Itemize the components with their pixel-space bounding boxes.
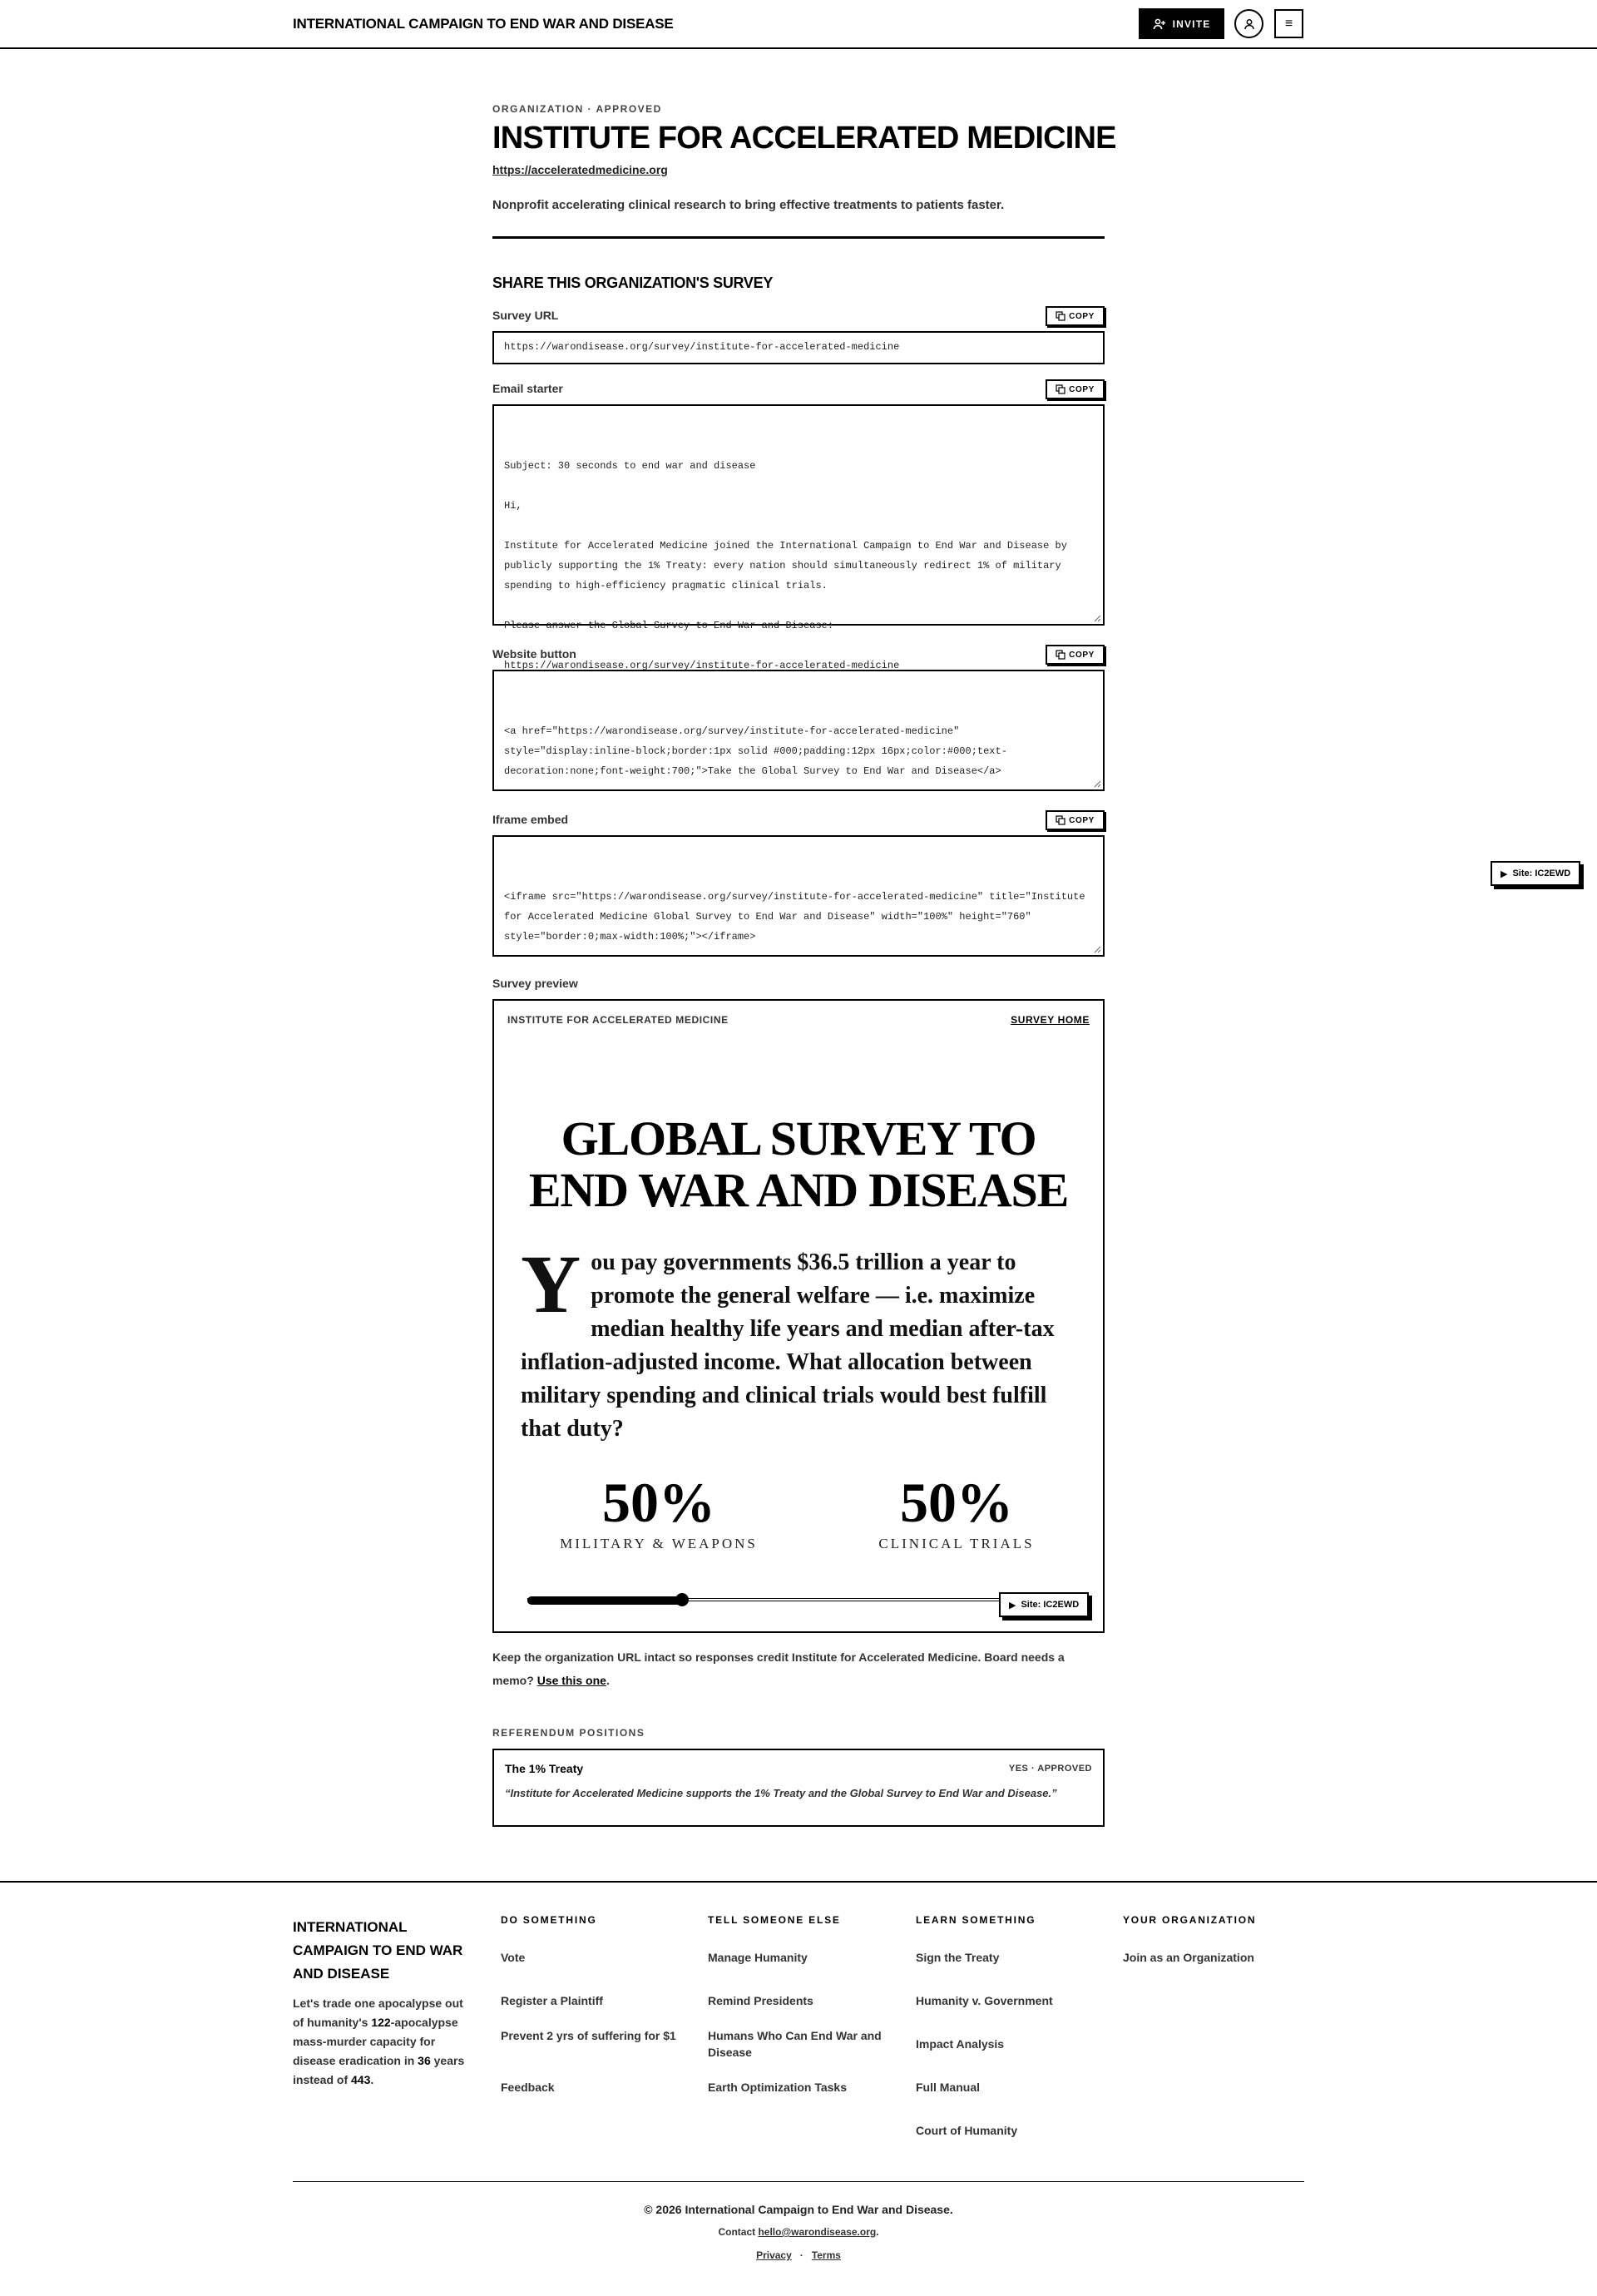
invite-label: INVITE (1172, 17, 1211, 30)
website-button-label: Website button (492, 647, 576, 661)
play-triangle-icon: ▶ (1009, 1600, 1016, 1611)
survey-title-line-2: END WAR AND DISEASE (528, 1163, 1069, 1217)
footer-heading-learn-something: LEARN SOMETHING (916, 1914, 1036, 1926)
org-status-eyebrow: ORGANIZATION · APPROVED (492, 103, 662, 115)
website-button-textarea[interactable] (492, 670, 1105, 791)
footer-link[interactable]: Vote (501, 1951, 526, 1964)
footer-link[interactable]: Manage Humanity (708, 1951, 808, 1964)
copy-label: COPY (1069, 384, 1095, 394)
footer-legal: Privacy · Terms (756, 2249, 841, 2261)
footer-link[interactable]: Register a Plaintiff (501, 1994, 603, 2007)
copy-icon (1056, 815, 1065, 825)
keep-note-end: . (606, 1674, 610, 1687)
survey-url-label: Survey URL (492, 309, 559, 322)
email-starter-label: Email starter (492, 382, 563, 395)
footer-link[interactable]: Earth Optimization Tasks (708, 2081, 847, 2094)
footer-link[interactable]: Impact Analysis (916, 2037, 1005, 2051)
resize-handle-icon[interactable] (1093, 779, 1101, 788)
copy-icon (1056, 384, 1065, 394)
section-divider (492, 236, 1105, 239)
menu-button[interactable] (1274, 9, 1303, 38)
survey-title-line-1: GLOBAL SURVEY TO (561, 1111, 1036, 1165)
referendum-eyebrow: REFERENDUM POSITIONS (492, 1727, 645, 1739)
copy-label: COPY (1069, 311, 1095, 321)
copy-email-starter-button[interactable] (1046, 379, 1105, 399)
footer-tagline: Let's trade one apocalypse out of humanity's 122-apocalypse mass-murder capacity for disease eradication in 36 years instead of 443. (293, 1997, 465, 2086)
contact-email-link[interactable]: hello@warondisease.org (758, 2226, 877, 2238)
question-dropcap: Y (521, 1238, 581, 1330)
referendum-name: The 1% Treaty (505, 1762, 584, 1775)
allocation-slider-thumb[interactable] (675, 1593, 689, 1606)
footer-link[interactable]: Court of Humanity (916, 2124, 1018, 2137)
org-title: INSTITUTE FOR ACCELERATED MEDICINE (492, 121, 1116, 156)
website-button-code: <a href="https://warondisease.org/survey/institute-for-accelerated-medicine" style="display:inline-block;border:1px solid #000;padding:12px 16px;color:#000;text-decoration:none;font-weight:700;">Take the Global Survey to End War and Disease</a> (504, 725, 1007, 777)
survey-question (521, 1238, 1086, 1446)
footer-link[interactable]: Remind Presidents (708, 1994, 813, 2007)
footer-link[interactable]: Full Manual (916, 2081, 980, 2094)
referendum-card (492, 1749, 1105, 1827)
user-icon (1243, 17, 1256, 31)
add-user-icon (1153, 17, 1166, 31)
trials-percentage: 50% (900, 1471, 1013, 1534)
trials-label: CLINICAL TRIALS (878, 1536, 1035, 1551)
invite-button[interactable] (1139, 8, 1224, 39)
copy-icon (1056, 311, 1065, 321)
survey-preview-label: Survey preview (492, 977, 578, 990)
copy-iframe-embed-button[interactable] (1046, 810, 1105, 830)
footer-heading-do-something: DO SOMETHING (501, 1914, 597, 1926)
copy-website-button-button[interactable] (1046, 645, 1105, 665)
survey-preview-frame (492, 999, 1105, 1633)
resize-handle-icon[interactable] (1093, 614, 1101, 622)
resize-handle-icon[interactable] (1093, 945, 1101, 953)
survey-home-link[interactable]: SURVEY HOME (1011, 1014, 1090, 1026)
share-section-title: SHARE THIS ORGANIZATION'S SURVEY (492, 275, 774, 291)
terms-link[interactable]: Terms (811, 2249, 841, 2261)
footer-link[interactable]: Sign the Treaty (916, 1951, 1000, 1964)
military-label: MILITARY & WEAPONS (560, 1536, 758, 1551)
memo-link[interactable]: Use this one (536, 1674, 606, 1687)
play-triangle-icon: ▶ (1501, 868, 1508, 879)
footer-heading-your-organization: YOUR ORGANIZATION (1123, 1914, 1257, 1926)
copy-survey-url-button[interactable] (1046, 306, 1105, 326)
footer-copyright: © 2026 International Campaign to End War and Disease. (644, 2203, 953, 2216)
top-navigation-bar (0, 0, 1597, 49)
email-starter-text: Subject: 30 seconds to end war and disease Hi, Institute for Accelerated Medicine joined the International Campaign to End War and Disease by publicly supporting the 1% Treaty: every nation should simultaneously redirect 1% of military spending to high-efficiency pragmatic clinical trials. Please answer the Global Survey to End War and Disease: https://warondisease.org/survey/institute-for-accelerated-medicine (504, 460, 1067, 671)
footer-brand[interactable]: INTERNATIONAL CAMPAIGN TO END WAR AND DISEASE (293, 1919, 463, 1982)
iframe-embed-code: <iframe src="https://warondisease.org/survey/institute-for-accelerated-medicine" title="Institute for Accelerated Medicine Global Survey to End War and Disease" width="100%" height="760" style="border:0;max-width:100%;"></iframe> (504, 891, 1091, 943)
preview-org-name: INSTITUTE FOR ACCELERATED MEDICINE (507, 1014, 729, 1026)
footer-link[interactable]: Prevent 2 yrs of suffering for $1 (501, 2029, 676, 2042)
org-description: Nonprofit accelerating clinical research to bring effective treatments to patients faster. (492, 198, 1005, 212)
site-badge-floating[interactable] (1491, 861, 1580, 886)
iframe-embed-label: Iframe embed (492, 813, 569, 826)
account-button[interactable] (1234, 9, 1263, 38)
copy-icon (1056, 650, 1065, 660)
site-badge-label: Site: IC2EWD (1021, 1600, 1080, 1610)
footer-link[interactable]: Humanity v. Government (916, 1994, 1053, 2007)
military-percentage: 50% (602, 1471, 715, 1534)
keep-url-note (492, 1645, 1108, 1692)
iframe-embed-textarea[interactable] (492, 835, 1105, 957)
site-badge-preview[interactable] (999, 1592, 1089, 1617)
question-text: ou pay governments $36.5 trillion a year to promote the general welfare — i.e. maximize median healthy life years and median after-tax inflation-adjusted income. What allocation between military spending and clinical trials would best fulfill that duty? (521, 1249, 1055, 1442)
footer-link[interactable]: Feedback (501, 2081, 555, 2094)
allocation-slider-fill (527, 1596, 682, 1605)
hamburger-icon: ≡ (1284, 16, 1293, 31)
footer-contact: Contact hello@warondisease.org. (718, 2226, 879, 2238)
footer-link[interactable]: Humans Who Can End War and Disease (708, 2029, 882, 2059)
org-website-link[interactable]: https://acceleratedmedicine.org (492, 163, 668, 176)
privacy-link[interactable]: Privacy (756, 2249, 792, 2261)
referendum-status: YES · APPROVED (1008, 1764, 1092, 1774)
survey-title (494, 1113, 1103, 1216)
keep-note-text: Keep the organization URL intact so responses credit Institute for Accelerated Medicine. Board needs a memo? (492, 1650, 1065, 1687)
copy-label: COPY (1069, 815, 1095, 825)
footer-link[interactable]: Join as an Organization (1123, 1951, 1254, 1964)
site-brand[interactable]: INTERNATIONAL CAMPAIGN TO END WAR AND DISEASE (293, 16, 674, 32)
footer-heading-tell-someone: TELL SOMEONE ELSE (708, 1914, 841, 1926)
copy-label: COPY (1069, 650, 1095, 660)
footer-bottom-divider (293, 2181, 1304, 2182)
footer-divider (0, 1881, 1597, 1883)
survey-url-field[interactable]: https://warondisease.org/survey/institute-for-accelerated-medicine (492, 331, 1105, 364)
site-badge-label: Site: IC2EWD (1512, 868, 1571, 878)
referendum-quote: “Institute for Accelerated Medicine supports the 1% Treaty and the Global Survey to End War and Disease.” (505, 1787, 1057, 1799)
